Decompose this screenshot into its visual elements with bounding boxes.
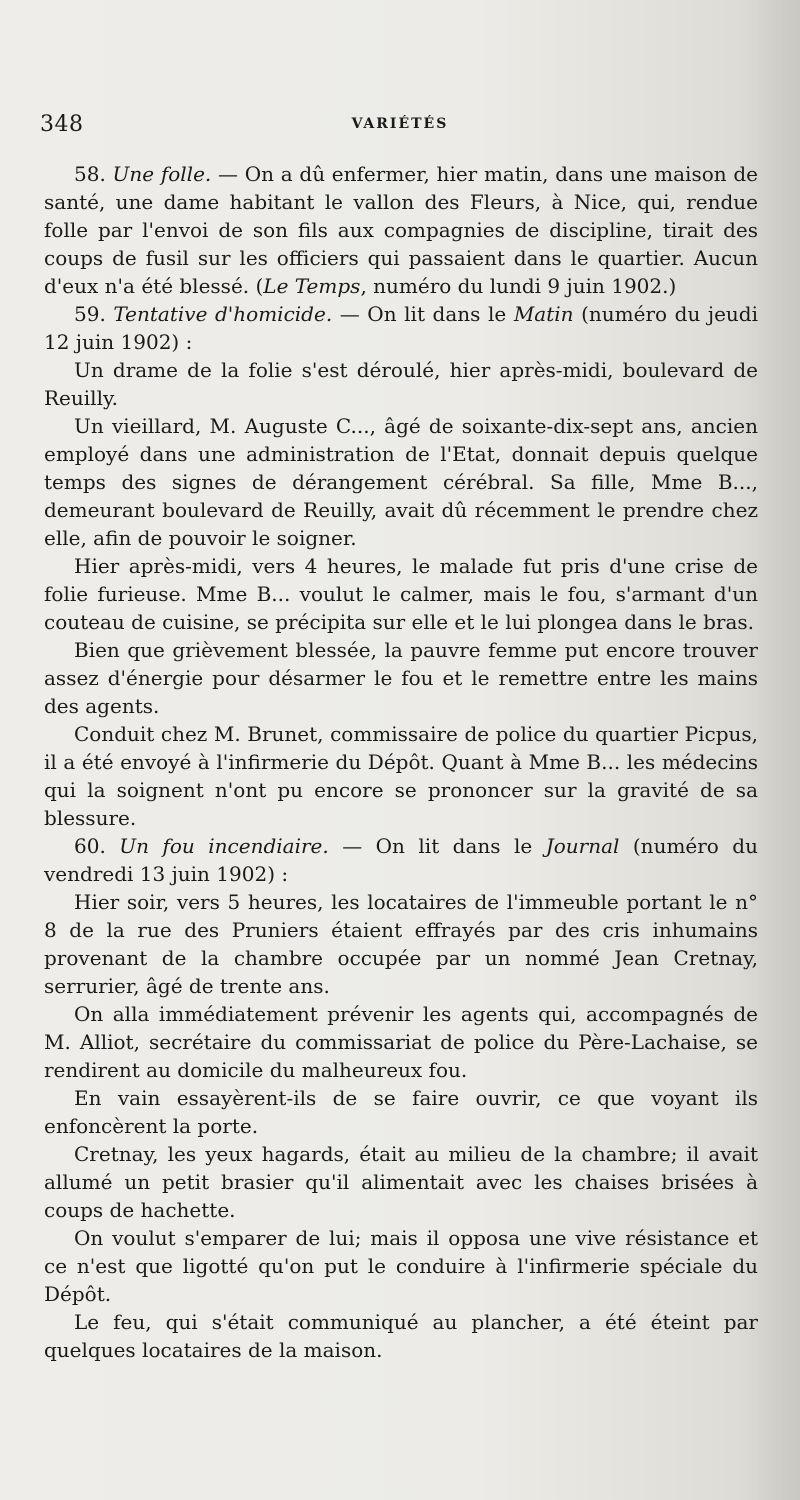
source-name: Journal bbox=[545, 834, 620, 858]
item-60-paragraph: En vain essayèrent-ils de se faire ouvrir, ce que voyant ils enfoncèrent la porte. bbox=[44, 1086, 758, 1138]
item-59-paragraph: Bien que grièvement blessée, la pauvre femme put encore trouver assez d'énergie pour désarmer le fou et le remettre entre les mains des agents. bbox=[44, 638, 758, 718]
item-59-intro bbox=[44, 300, 758, 356]
item-60-paragraph: On alla immédiatement prévenir les agents qui, accompagnés de M. Alliot, secrétaire du commissariat de police du Père-Lachaise, se rendirent au domicile du malheureux fou. bbox=[44, 1002, 758, 1082]
page-number: 348 bbox=[40, 112, 84, 137]
item-text: (numéro du vendredi 13 juin 1902) : bbox=[44, 834, 758, 886]
item-59-paragraph: Un vieillard, M. Auguste C..., âgé de soixante-dix-sept ans, ancien employé dans une administration de l'Etat, donnait depuis quelque temps des signes de dérangement cérébral. Sa fille, Mme B..., demeurant boulevard de Reuilly, avait dû récemment le prendre chez elle, afin de pouvoir le soigner. bbox=[44, 414, 758, 550]
item-title: Un fou incendiaire. bbox=[119, 834, 329, 858]
item-text: (numéro du jeudi 12 juin 1902) : bbox=[44, 302, 759, 354]
item-title: Une folle. bbox=[112, 162, 212, 186]
item-60-paragraph: Hier soir, vers 5 heures, les locataires de l'immeuble portant le n° 8 de la rue des Pruniers étaient effrayés par des cris inhumains provenant de la chambre occupée par un nommé Jean Cretnay, serrurier, âgé de trente ans. bbox=[44, 890, 758, 998]
page-header bbox=[40, 112, 760, 146]
page-body bbox=[44, 160, 758, 1364]
item-text: , numéro du lundi 9 juin 1902.) bbox=[360, 274, 677, 298]
item-60-paragraph: Le feu, qui s'était communiqué au plancher, a été éteint par quelques locataires de la maison. bbox=[44, 1310, 758, 1362]
item-text: — On lit dans le bbox=[328, 834, 546, 858]
item-text: — On lit dans le bbox=[332, 302, 514, 326]
item-text: — On a dû enfermer, hier matin, dans une maison de santé, une dame habitant le vallon des Fleurs, à Nice, qui, rendue folle par l'envoi de son fils aux compagnies de discipline, tirait des coups de fusil sur les officiers qui passaient dans le quartier. Aucun d'eux n'a été blessé. ( bbox=[44, 162, 759, 298]
item-number: 60. bbox=[74, 834, 106, 858]
item-60-intro bbox=[44, 832, 758, 888]
running-title: VARIÉTÉS bbox=[351, 116, 449, 132]
item-59-paragraph: Hier après-midi, vers 4 heures, le malade fut pris d'une crise de folie furieuse. Mme B... voulut le calmer, mais le fou, s'armant d'un couteau de cuisine, se précipita sur elle et le lui plongea dans le bras. bbox=[44, 554, 758, 634]
item-number: 58. bbox=[74, 162, 106, 186]
item-title: Tentative d'homicide. bbox=[113, 302, 333, 326]
item-60-paragraph: On voulut s'emparer de lui; mais il opposa une vive résistance et ce n'est que ligotté qu'on put le conduire à l'infirmerie spéciale du Dépôt. bbox=[44, 1226, 758, 1306]
item-58-paragraph bbox=[44, 160, 758, 300]
item-59-paragraph: Un drame de la folie s'est déroulé, hier après-midi, boulevard de Reuilly. bbox=[44, 358, 758, 410]
item-60-paragraph: Cretnay, les yeux hagards, était au milieu de la chambre; il avait allumé un petit brasier qu'il alimentait avec les chaises brisées à coups de hachette. bbox=[44, 1142, 758, 1222]
source-name: Le Temps bbox=[263, 274, 361, 298]
source-name: Matin bbox=[513, 302, 574, 326]
item-59-paragraph: Conduit chez M. Brunet, commissaire de police du quartier Picpus, il a été envoyé à l'infirmerie du Dépôt. Quant à Mme B... les médecins qui la soignent n'ont pu encore se prononcer sur la gravité de sa blessure. bbox=[44, 722, 758, 830]
item-number: 59. bbox=[74, 302, 106, 326]
